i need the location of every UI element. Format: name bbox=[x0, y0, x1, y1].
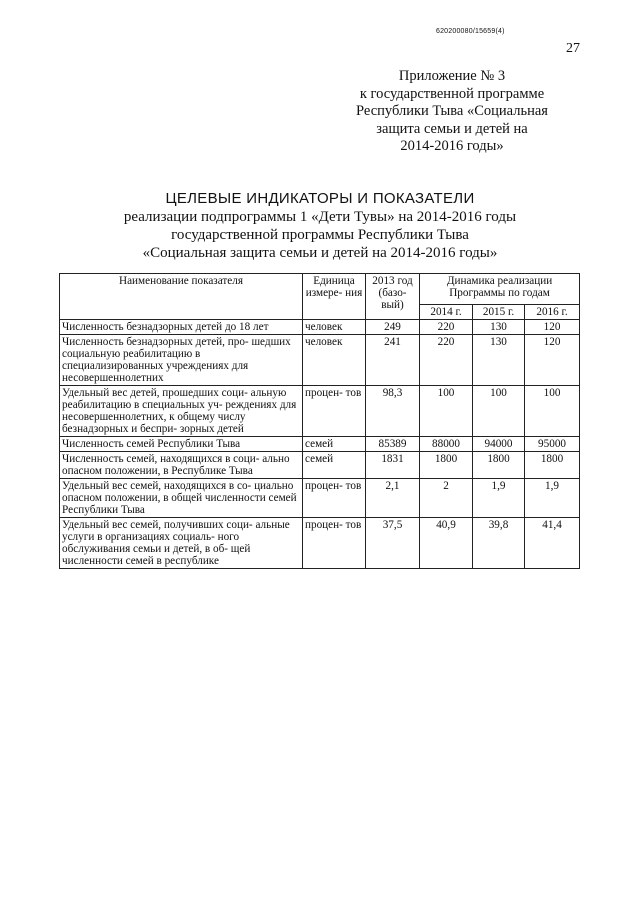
indicator-unit: процен- тов bbox=[303, 479, 366, 518]
table-row bbox=[60, 479, 580, 518]
value-2013: 85389 bbox=[366, 437, 420, 452]
value-2014: 1800 bbox=[420, 452, 473, 479]
value-2013: 241 bbox=[366, 335, 420, 386]
indicator-unit: семей bbox=[303, 437, 366, 452]
document-id: 620200080/15659(4) bbox=[436, 28, 505, 35]
appendix-line: Республики Тыва «Социальная bbox=[356, 103, 548, 119]
value-2014: 2 bbox=[420, 479, 473, 518]
indicator-unit: человек bbox=[303, 335, 366, 386]
table-row bbox=[60, 386, 580, 437]
indicator-unit: процен- тов bbox=[303, 386, 366, 437]
value-2016: 120 bbox=[525, 320, 580, 335]
value-2015: 1800 bbox=[473, 452, 525, 479]
appendix-line: 2014-2016 годы» bbox=[400, 138, 504, 154]
value-2013: 2,1 bbox=[366, 479, 420, 518]
indicator-unit: семей bbox=[303, 452, 366, 479]
indicator-unit: человек bbox=[303, 320, 366, 335]
value-2015: 39,8 bbox=[473, 518, 525, 569]
value-2016: 95000 bbox=[525, 437, 580, 452]
header-base-year: 2013 год (базо- вый) bbox=[366, 274, 420, 320]
value-2015: 1,9 bbox=[473, 479, 525, 518]
table-row bbox=[60, 320, 580, 335]
appendix-line: к государственной программе bbox=[359, 85, 545, 102]
value-2015: 130 bbox=[473, 320, 525, 335]
page-number: 27 bbox=[566, 41, 580, 56]
value-2014: 220 bbox=[420, 335, 473, 386]
value-2013: 249 bbox=[366, 320, 420, 335]
indicator-name: Удельный вес семей, находящихся в со- циально опасном положении, в общей численности семей Республики Тыва bbox=[60, 479, 303, 518]
header-year-2014: 2014 г. bbox=[420, 305, 473, 320]
header-unit: Единица измере- ния bbox=[303, 274, 366, 320]
title-line: государственной программы Республики Тыва bbox=[171, 227, 469, 243]
value-2014: 88000 bbox=[420, 437, 473, 452]
document-title bbox=[0, 190, 640, 262]
indicator-name: Численность безнадзорных детей, про- шедших социальную реабилитацию в специализированных учреждениях для несовершеннолетних bbox=[60, 335, 303, 386]
value-2015: 130 bbox=[473, 335, 525, 386]
appendix-line: Приложение № 3 bbox=[398, 68, 506, 84]
table-row bbox=[60, 335, 580, 386]
header-year-2016: 2016 г. bbox=[525, 305, 580, 320]
value-2014: 100 bbox=[420, 386, 473, 437]
header-indicator-name: Наименование показателя bbox=[60, 274, 303, 320]
value-2016: 41,4 bbox=[525, 518, 580, 569]
table-row bbox=[60, 452, 580, 479]
value-2016: 100 bbox=[525, 386, 580, 437]
value-2014: 40,9 bbox=[420, 518, 473, 569]
title-line: реализации подпрограммы 1 «Дети Тувы» на 2014-2016 годы bbox=[123, 209, 517, 225]
value-2015: 94000 bbox=[473, 437, 525, 452]
indicator-unit: процен- тов bbox=[303, 518, 366, 569]
appendix-caption bbox=[302, 68, 602, 156]
indicator-name: Удельный вес детей, прошедших соци- альную реабилитацию в специальных уч- реждениях для несовершеннолетних, к общему числу безнадзорных и беспри- зорных детей bbox=[60, 386, 303, 437]
header-year-2015: 2015 г. bbox=[473, 305, 525, 320]
value-2016: 120 bbox=[525, 335, 580, 386]
indicator-name: Численность семей, находящихся в соци- ально опасном положении, в Республике Тыва bbox=[60, 452, 303, 479]
value-2016: 1800 bbox=[525, 452, 580, 479]
value-2015: 100 bbox=[473, 386, 525, 437]
table-row bbox=[60, 518, 580, 569]
value-2016: 1,9 bbox=[525, 479, 580, 518]
title-main: ЦЕЛЕВЫЕ ИНДИКАТОРЫ И ПОКАЗАТЕЛИ bbox=[165, 190, 475, 207]
value-2014: 220 bbox=[420, 320, 473, 335]
indicators-table bbox=[59, 273, 580, 569]
indicator-name: Численность семей Республики Тыва bbox=[60, 437, 303, 452]
indicator-name: Численность безнадзорных детей до 18 лет bbox=[60, 320, 303, 335]
header-dynamics: Динамика реализации Программы по годам bbox=[420, 274, 580, 305]
value-2013: 1831 bbox=[366, 452, 420, 479]
table-row bbox=[60, 437, 580, 452]
appendix-line: защита семьи и детей на bbox=[376, 120, 528, 137]
value-2013: 98,3 bbox=[366, 386, 420, 437]
value-2013: 37,5 bbox=[366, 518, 420, 569]
indicator-name: Удельный вес семей, получивших соци- альные услуги в организациях социаль- ного обслуживания семьи и детей, в об- щей численности семей в республике bbox=[60, 518, 303, 569]
title-line: «Социальная защита семьи и детей на 2014-2016 годы» bbox=[142, 245, 498, 261]
